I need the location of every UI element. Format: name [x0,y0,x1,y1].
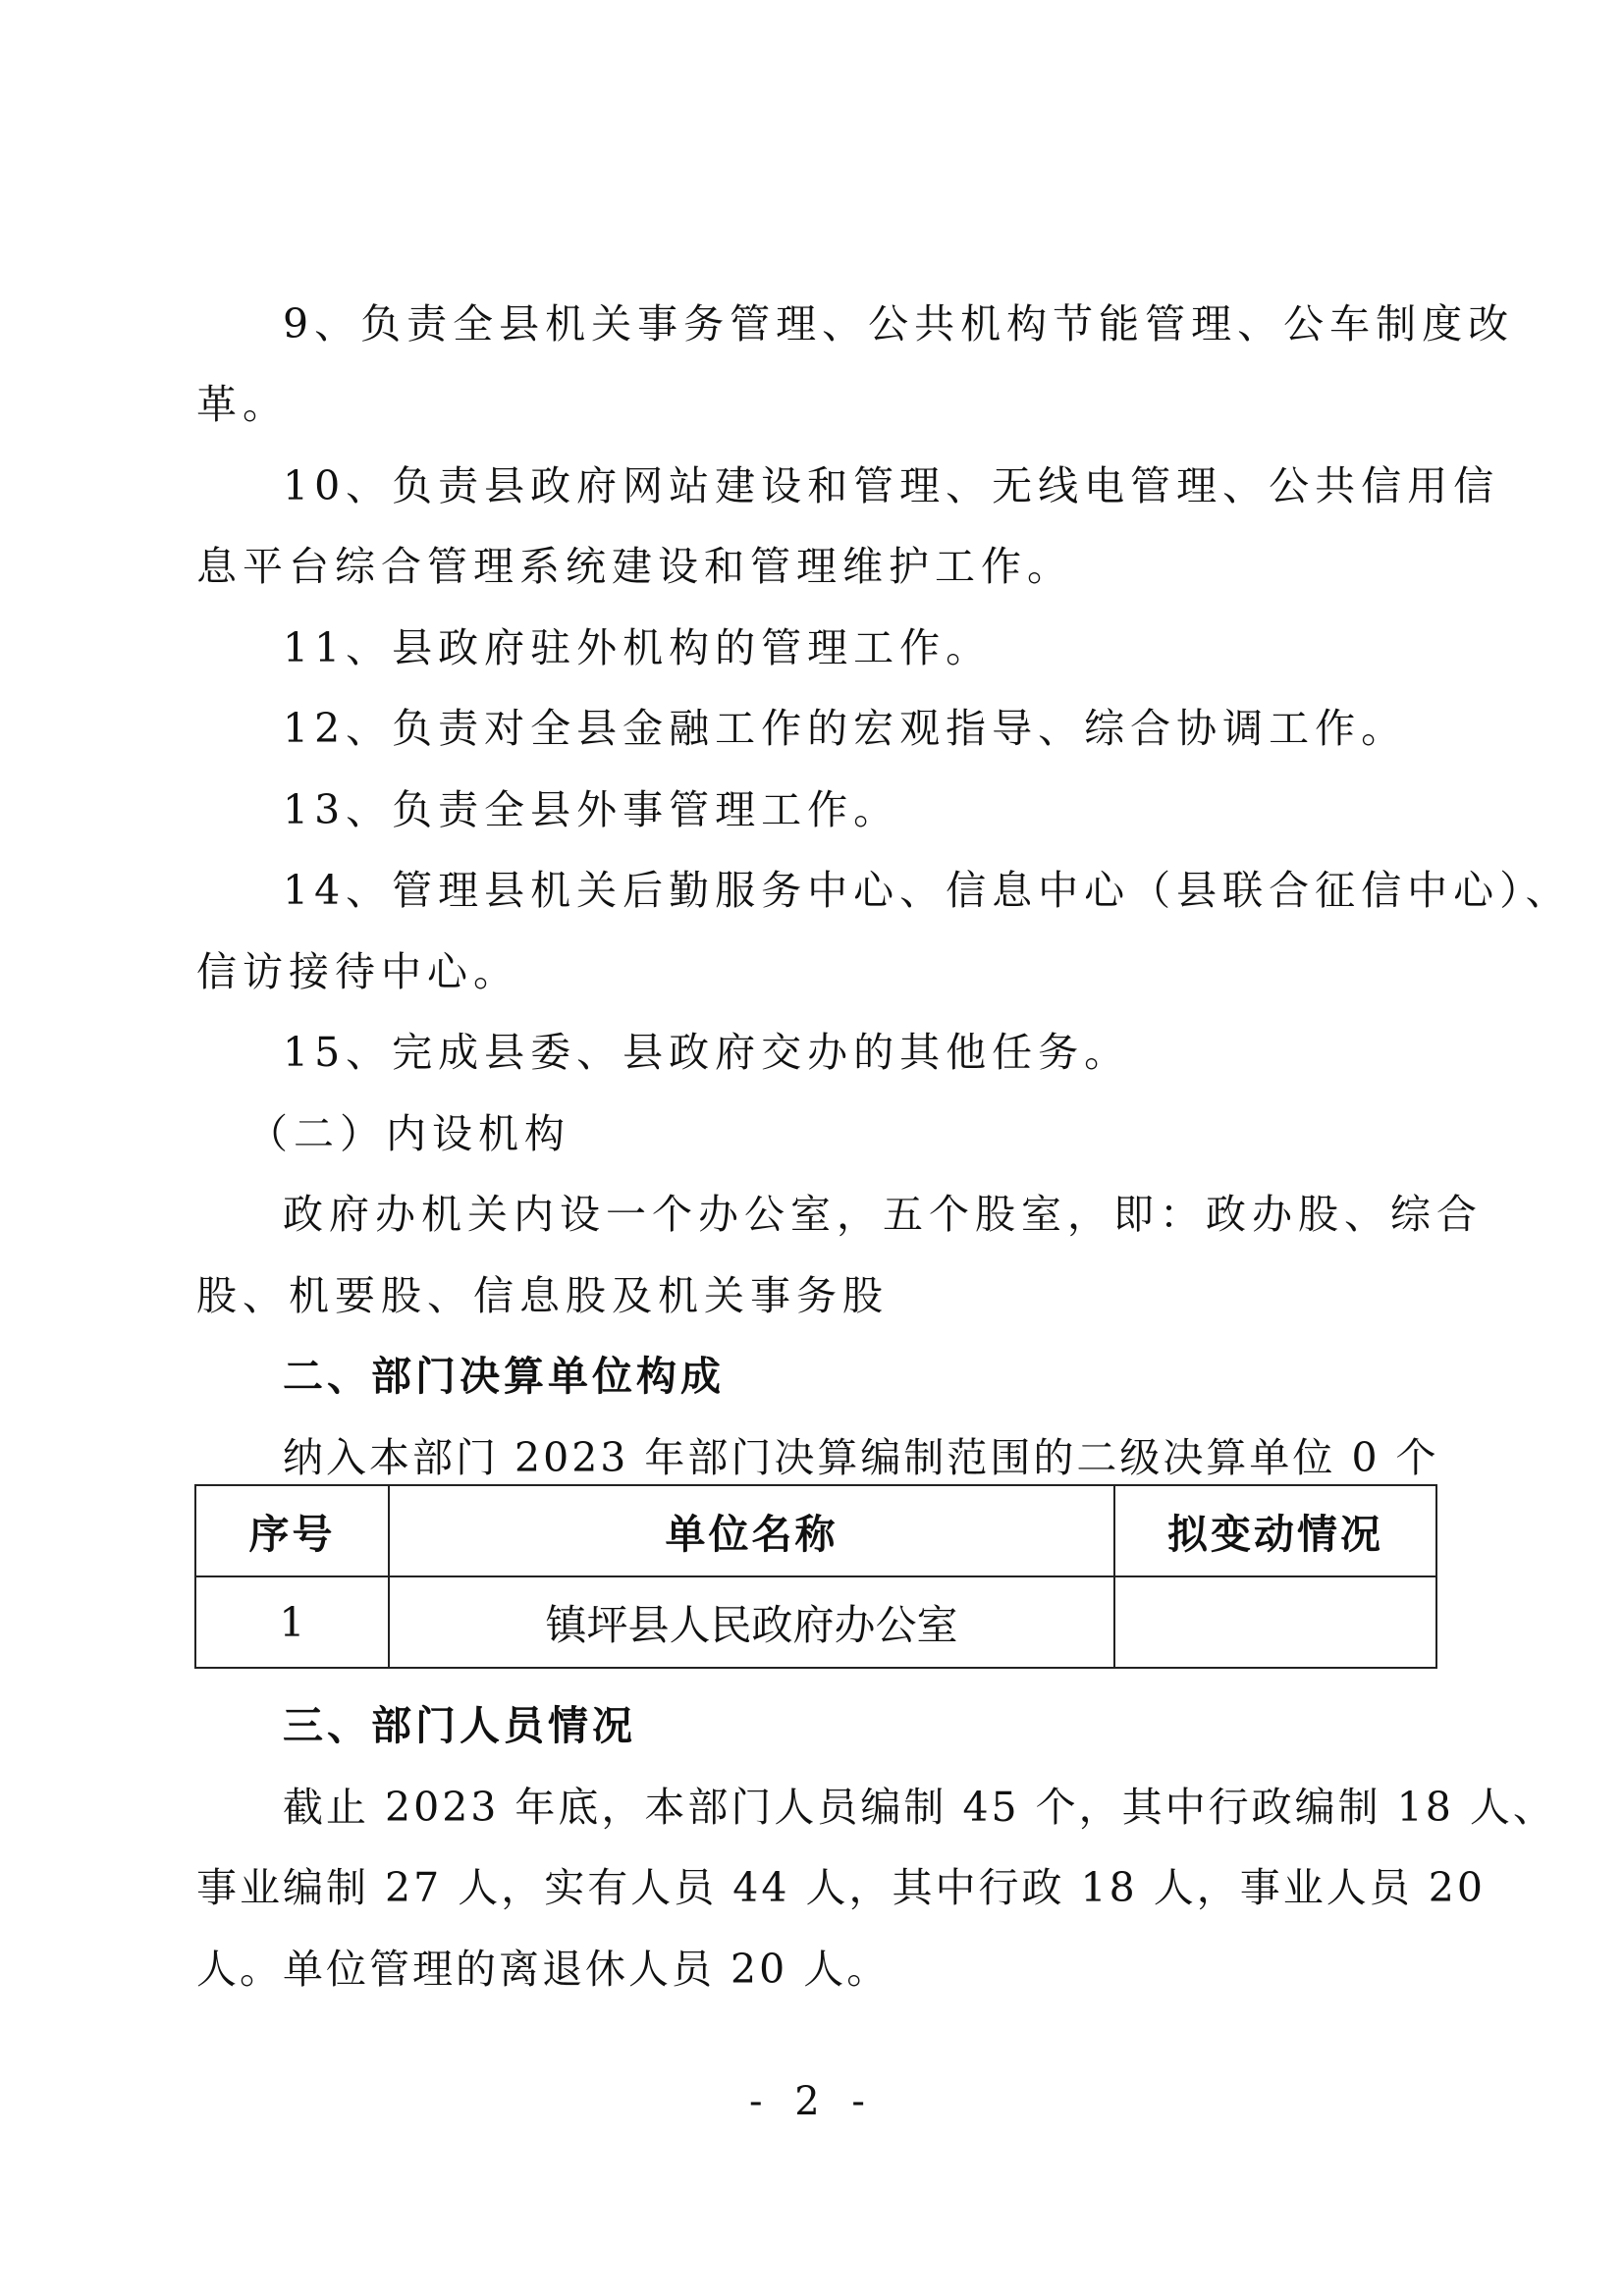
section-staff-heading: 三、部门人员情况 [283,1702,636,1749]
units-table-header-row [195,1485,1436,1576]
section-units-heading: 二、部门决算单位构成 [283,1353,725,1400]
page-number: - 2 - [749,2079,875,2124]
section-staff-line-1: 截止 2023 年底，本部门人员编制 45 个，其中行政编制 18 人、 [283,1784,1556,1831]
units-table [194,1484,1437,1669]
paragraph-item-14-line-1: 14、管理县机关后勤服务中心、信息中心（县联合征信中心）、 [283,867,1572,914]
section-staff-line-2: 事业编制 27 人，实有人员 44 人，其中行政 18 人，事业人员 20 [196,1864,1486,1911]
section-units-intro: 纳入本部门 2023 年部门决算编制范围的二级决算单位 0 个 [283,1434,1439,1481]
section-internal-heading: （二）内设机构 [247,1110,570,1157]
units-table-header-index: 序号 [195,1485,389,1576]
paragraph-item-10-line-2: 息平台综合管理系统建设和管理维护工作。 [196,543,1073,590]
units-table-cell-change [1114,1576,1436,1668]
table-row [195,1576,1436,1668]
paragraph-item-9-line-2: 革。 [196,381,289,428]
paragraph-item-13: 13、负责全县外事管理工作。 [283,786,900,833]
section-internal-line-2: 股、机要股、信息股及机关事务股 [196,1272,889,1319]
paragraph-item-15: 15、完成县委、县政府交办的其他任务。 [283,1029,1131,1076]
section-internal-line-1: 政府办机关内设一个办公室，五个股室，即：政办股、综合 [283,1191,1483,1238]
paragraph-item-11: 11、县政府驻外机构的管理工作。 [283,624,993,671]
units-table-cell-name: 镇坪县人民政府办公室 [389,1576,1114,1668]
units-table-cell-index: 1 [195,1576,389,1668]
paragraph-item-9-line-1: 9、负责全县机关事务管理、公共机构节能管理、公车制度改 [283,300,1515,347]
units-table-header-change: 拟变动情况 [1114,1485,1436,1576]
paragraph-item-14-line-2: 信访接待中心。 [196,948,519,995]
units-table-header-name: 单位名称 [389,1485,1114,1576]
paragraph-item-10-line-1: 10、负责县政府网站建设和管理、无线电管理、公共信用信 [283,462,1500,509]
section-staff-line-3: 人。单位管理的离退休人员 20 人。 [196,1946,891,1993]
paragraph-item-12: 12、负责对全县金融工作的宏观指导、综合协调工作。 [283,705,1408,752]
